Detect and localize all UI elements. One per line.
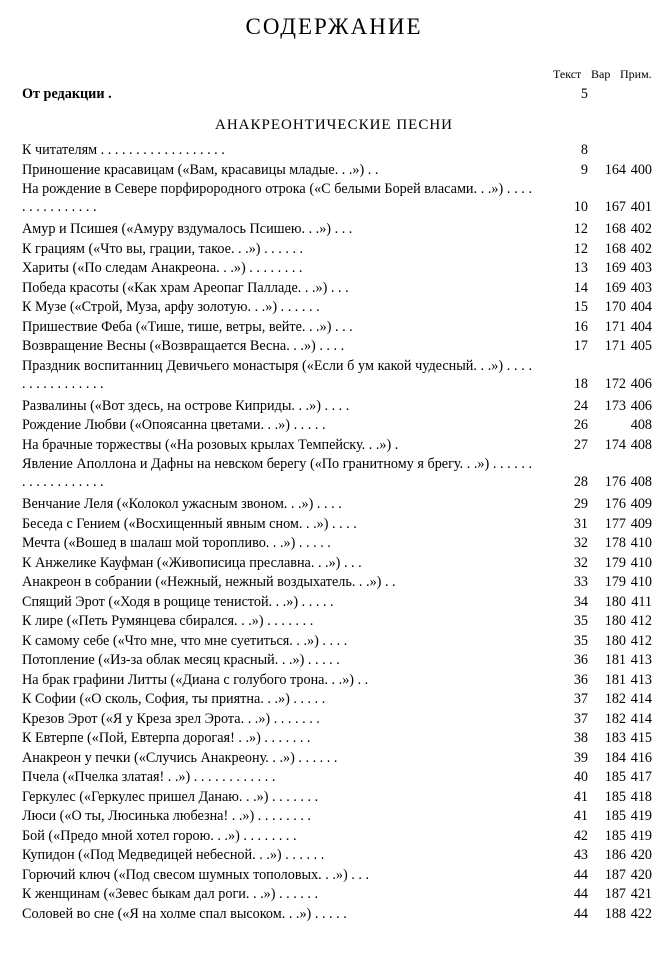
- toc-entry-prim-page: 420: [630, 866, 652, 883]
- toc-entry-text-page: 16: [573, 318, 588, 335]
- toc-entry-var-page: 182: [604, 691, 626, 707]
- toc-entry-prim-page: 415: [630, 730, 652, 746]
- toc-entry: [22, 671, 652, 689]
- toc-entry-label: Люси («О ты, Люсинька любезна! . .»): [22, 808, 255, 824]
- toc-entry: [22, 180, 652, 216]
- toc-entry-var-page: 183: [604, 730, 626, 746]
- toc-entry: [22, 827, 652, 845]
- toc-entry-var-page: 179: [604, 554, 626, 571]
- toc-entry-leader: . . .: [327, 279, 349, 296]
- toc-entry-label: Крезов Эрот («Я у Креза зрел Эрота. . .»): [22, 710, 271, 727]
- toc-entry-leader: . . . .: [315, 338, 345, 354]
- toc-entry-label: К женщинам («Зевес быкам дал роги. . .»): [22, 886, 276, 902]
- toc-entry-label: К Музе («Строй, Муза, арфу золотую. . .»): [22, 299, 278, 315]
- toc-entry-title: [22, 905, 532, 923]
- toc-entry-text-page: 44: [573, 866, 588, 883]
- toc-entry-text-page: 32: [573, 535, 588, 551]
- toc-entry-var-page: 171: [604, 338, 626, 354]
- toc-entry-prim-page: 422: [630, 905, 652, 922]
- toc-entry-title: [22, 671, 532, 689]
- toc-entry-text-page: 35: [573, 632, 588, 649]
- toc-entry-var-page: 171: [604, 318, 626, 335]
- toc-entry-text-page: 41: [573, 788, 588, 805]
- toc-entry: [22, 632, 652, 650]
- toc-entry-leader: . . . . . . . .: [254, 808, 311, 824]
- toc-entry-label: Праздник воспитанниц Девичьего монастыря («Если б ум какой чудесный. . .»): [22, 357, 504, 374]
- toc-entry: [22, 573, 652, 591]
- toc-entry-var-page: 180: [604, 593, 626, 610]
- toc-entry-prim-page: 406: [630, 375, 652, 392]
- toc-entry-text-page: 33: [573, 574, 588, 590]
- toc-entry-var-page: 185: [604, 769, 626, 785]
- toc-entry-leader: . . . . .: [289, 691, 326, 707]
- toc-entry-var-page: 181: [604, 652, 626, 668]
- toc-entry: [22, 279, 652, 297]
- toc-entry-text-page: 44: [573, 905, 588, 922]
- toc-entry-var-page: 180: [604, 613, 626, 629]
- toc-entry-title: [22, 298, 532, 316]
- toc-entry-title: [22, 885, 532, 903]
- toc-entry-var-page: 168: [604, 240, 626, 257]
- toc-entry-title: [22, 161, 532, 179]
- toc-entry-leader: . . .: [331, 221, 353, 237]
- toc-entry-text-page: 9: [580, 161, 588, 178]
- toc-entry-leader: . . . .: [320, 397, 350, 414]
- toc-entry-leader: . . . . .: [290, 417, 326, 433]
- toc-entry-text-page: 28: [573, 474, 588, 490]
- toc-entry-leader: . . . . . . . . . . . . . . .: [22, 181, 532, 215]
- toc-entry-var-page: 176: [604, 496, 626, 512]
- toc-entry-prim-page: 411: [631, 593, 652, 610]
- toc-entry-title: [22, 807, 532, 825]
- toc-entry-title: [22, 749, 532, 767]
- toc-entry-title: [22, 788, 532, 806]
- toc-entry-leader: . . . . .: [311, 905, 347, 922]
- toc-entry-label: Бой («Предо мной хотел горою. . .»): [22, 827, 240, 844]
- toc-entry-leader: . .: [381, 574, 396, 590]
- toc-entry-var-page: 170: [604, 299, 626, 315]
- toc-entry-label: К грациям («Что вы, грации, такое. . .»): [22, 240, 261, 257]
- toc-entry-leader: . . . . . . .: [260, 730, 311, 746]
- toc-entry-leader: . . . .: [328, 515, 357, 532]
- toc-entry-text-page: 35: [573, 613, 588, 629]
- toc-entry-title: [22, 729, 532, 747]
- toc-entry-title: [22, 846, 532, 864]
- toc-entry: [22, 729, 652, 747]
- toc-entry-leader: .: [391, 436, 399, 453]
- toc-entry-title: [22, 710, 532, 728]
- toc-entry-text-page: 27: [573, 436, 588, 453]
- toc-entry-title: [22, 397, 532, 415]
- toc-entry-label: К лире («Петь Румянцева сбирался. . .»): [22, 613, 264, 629]
- toc-entry-title: [22, 141, 532, 159]
- toc-entry-prim-page: 402: [630, 240, 652, 257]
- toc-entry: [22, 298, 652, 316]
- toc-entry-var-page: 185: [604, 788, 626, 805]
- toc-entry-title: [22, 220, 532, 238]
- toc-entry: [22, 495, 652, 513]
- toc-entry-leader: . . . . .: [295, 535, 331, 551]
- toc-entry-title: [22, 554, 532, 572]
- toc-entry-var-page: 182: [604, 710, 626, 727]
- toc-entry-text-page: 12: [573, 240, 588, 257]
- toc-entry-prim-page: 410: [630, 574, 652, 590]
- toc-entry-var-page: 164: [604, 161, 626, 178]
- toc-entry-label: К самому себе («Что мне, что мне суетиться. . .»): [22, 632, 319, 649]
- toc-entry: [22, 259, 652, 277]
- toc-entry-label: Мечта («Вошед в шалаш мой торопливо. . .»): [22, 535, 296, 551]
- toc-entry-leader: . . .: [347, 866, 370, 883]
- toc-entry-var-page: 177: [604, 515, 626, 532]
- toc-entry-leader: . . . . . . . .: [245, 260, 303, 276]
- toc-entry-leader: . . . .: [313, 496, 342, 512]
- toc-entry-label: К Анжелике Кауфман («Живописица преславна. . .»): [22, 554, 341, 571]
- toc-entry-text-page: 17: [573, 338, 588, 354]
- toc-entry: [22, 749, 652, 767]
- toc-entry-text-page: 31: [573, 515, 588, 532]
- toc-entry-text-page: 15: [573, 299, 588, 315]
- toc-entry-text-page: 10: [573, 199, 588, 215]
- toc-entry-prim-page: 412: [630, 613, 652, 629]
- toc-entry-label: Хариты («По следам Анакреона. . .»): [22, 260, 246, 276]
- toc-entry-text-page: 36: [573, 671, 588, 688]
- toc-entry: [22, 807, 652, 825]
- toc-entry-text-page: 13: [573, 260, 588, 276]
- toc-entry: [22, 337, 652, 355]
- toc-entry: [22, 357, 652, 393]
- toc-entry-title: [22, 240, 532, 258]
- toc-entry-text-page: 42: [573, 827, 588, 844]
- toc-entry-leader: . .: [364, 161, 379, 178]
- toc-entry-var-page: 174: [604, 436, 626, 453]
- toc-entry-text-page: 32: [573, 554, 588, 571]
- toc-entry-text-page: 38: [573, 730, 588, 746]
- column-header-var: Вар: [591, 67, 611, 81]
- toc-entry-text-page: 39: [573, 749, 588, 766]
- toc-entry-title: [22, 612, 532, 630]
- toc-entry-prim-page: 409: [630, 515, 652, 532]
- toc-entry-prim-page: 414: [630, 710, 652, 727]
- toc-entry-prim-page: 409: [630, 496, 652, 512]
- toc-entry-text-page: 26: [573, 417, 588, 433]
- toc-entry-title: [22, 455, 532, 491]
- toc-entry-leader: . . . . . .: [260, 240, 304, 257]
- toc-entry-prim-page: 404: [630, 318, 652, 335]
- toc-entry-label: Венчание Леля («Колокол ужасным звоном. . .»): [22, 496, 314, 512]
- toc-entry-prim-page: 417: [630, 769, 652, 785]
- toc-entry-prim-page: 420: [630, 847, 652, 863]
- toc-entry-prim-page: 402: [630, 221, 652, 237]
- toc-entry-label: Купидон («Под Медведицей небесной. . .»): [22, 847, 282, 863]
- toc-entry: [22, 436, 652, 454]
- toc-entry-prim-page: 419: [630, 827, 652, 844]
- toc-entry-prim-page: 413: [630, 671, 652, 688]
- toc-entry-text-page: 5: [580, 86, 588, 102]
- toc-entry: [22, 416, 652, 434]
- column-header-text: Текст: [553, 67, 582, 81]
- toc-entry-text-page: 8: [580, 142, 588, 158]
- toc-entry-prim-page: 419: [630, 808, 652, 824]
- toc-entry-title: [22, 436, 532, 454]
- toc-entry-prim-page: 410: [630, 535, 652, 551]
- toc-entry-leader: . . . . . .: [281, 847, 325, 863]
- toc-entry-label: Явление Аполлона и Дафны на невском берегу («По гранитному я брегу. . .»): [22, 456, 490, 472]
- toc-entry-leader: . . .: [340, 554, 362, 571]
- toc-entry-var-page: 184: [604, 749, 626, 766]
- toc-entry: [22, 141, 652, 159]
- toc-entry-label: Приношение красавицам («Вам, красавицы младые. . .»): [22, 161, 365, 178]
- toc-entry-label: Пчела («Пчелка златая! . .»): [22, 769, 191, 785]
- toc-entry-label: Потопление («Из-за облак месяц красный. . .»): [22, 652, 305, 668]
- toc-entry-title: [22, 416, 532, 434]
- toc-entry-var-page: 172: [604, 375, 626, 392]
- toc-entry-text-page: 40: [573, 769, 588, 785]
- toc-entry-prim-page: 401: [630, 199, 652, 215]
- toc-entry-title: [22, 690, 532, 708]
- toc-entry-label: Анакреон в собрании («Нежный, нежный воздыхатель. . .»): [22, 574, 382, 590]
- toc-entry-title: [22, 357, 532, 393]
- toc-entry-text-page: 18: [573, 375, 588, 392]
- toc-entry: [22, 397, 652, 415]
- toc-entry-text-page: 43: [573, 847, 588, 863]
- toc-entry: [22, 905, 652, 923]
- toc-entry-prim-page: 408: [630, 474, 652, 490]
- toc-entry-var-page: 173: [604, 397, 626, 414]
- toc-entry-leader: . . . . . . . .: [239, 827, 297, 844]
- toc-entry-title: [22, 495, 532, 513]
- toc-entry-title: [22, 534, 532, 552]
- section-title: АНАКРЕОНТИЧЕСКИЕ ПЕСНИ: [215, 117, 453, 133]
- toc-entry-label: Анакреон у печки («Случись Анакреону. . .»): [22, 749, 295, 766]
- toc-entry-prim-page: 412: [630, 632, 652, 649]
- toc-entry-leader: . . . . . . . . . . . .: [190, 769, 276, 785]
- toc-entry-text-page: 37: [573, 710, 588, 727]
- toc-entry-var-page: 169: [604, 260, 626, 276]
- toc-entry-title: [22, 632, 532, 650]
- toc-entry: [22, 788, 652, 806]
- toc-entry-label: Горючий ключ («Под свесом шумных тополовых. . .»): [22, 866, 348, 883]
- toc-entry-label: Беседа с Гением («Восхищенный явным сном. . .»): [22, 515, 329, 532]
- toc-entry-prim-page: 418: [630, 788, 652, 805]
- toc-entry-text-page: 44: [573, 886, 588, 902]
- toc-entry-text-page: 41: [573, 808, 588, 824]
- toc-entry-prim-page: 408: [630, 417, 652, 433]
- toc-entry-prim-page: 414: [630, 691, 652, 707]
- toc-entry-leader: . . . . . . .: [268, 788, 319, 805]
- toc-entry-label: Рождение Любви («Опоясанна цветами. . .»): [22, 417, 291, 433]
- toc-entry: [22, 240, 652, 258]
- toc-entry-prim-page: 403: [630, 279, 652, 296]
- toc-entry-label: Спящий Эрот («Ходя в рощице тенистой. . .»): [22, 593, 299, 610]
- toc-entry: [22, 710, 652, 728]
- toc-entry-label: Развалины («Вот здесь, на острове Киприды. . .»): [22, 397, 321, 414]
- column-header-prim: Прим.: [620, 67, 652, 81]
- toc-entry-label: Возвращение Весны («Возвращается Весна. . .»): [22, 338, 316, 354]
- toc-entry-label: Геркулес («Геркулес пришел Данаю. . .»): [22, 788, 269, 805]
- toc-entry-title: [22, 593, 532, 611]
- toc-entry: [22, 846, 652, 864]
- toc-entry-leader: . . . . .: [298, 593, 334, 610]
- toc-entry-leader: . . . . . .: [275, 886, 319, 902]
- page-title: СОДЕРЖАНИЕ: [245, 14, 423, 39]
- toc-entry-leader: . . . . . . . . . . . . . . . . . .: [22, 456, 533, 490]
- toc-entry-var-page: 178: [604, 535, 626, 551]
- toc-entry: [22, 318, 652, 336]
- toc-entry-prim-page: 410: [630, 554, 652, 571]
- toc-entry-text-page: 34: [573, 593, 588, 610]
- toc-entry-label: На брак графини Литты («Диана с голубого трона. . .»): [22, 671, 355, 688]
- toc-entry-title: [22, 573, 532, 591]
- toc-entry-label: На брачные торжествы («На розовых крылах Темпейску. . .»): [22, 436, 392, 453]
- toc-entry-title: [22, 768, 532, 786]
- toc-entry-label: Пришествие Феба («Тише, тише, ветры, вейте. . .»): [22, 318, 332, 335]
- toc-entry-var-page: 169: [604, 279, 626, 296]
- toc-entry-label: К Евтерпе («Пой, Евтерпа дорогая! . .»): [22, 730, 261, 746]
- toc-entry: [22, 554, 652, 572]
- toc-entry-leader: . . .: [331, 318, 353, 335]
- toc-entry-prim-page: 405: [630, 338, 652, 354]
- toc-entry-title: [22, 515, 532, 533]
- toc-entry-title: [22, 337, 532, 355]
- toc-entry: [22, 455, 652, 491]
- toc-entry-label: Победа красоты («Как храм Ареопаг Палладе. . .»): [22, 279, 328, 296]
- toc-entry-var-page: 187: [604, 866, 626, 883]
- toc-entry-text-page: 36: [573, 652, 588, 668]
- toc-entry: [22, 651, 652, 669]
- toc-entry-label: К Софии («О сколь, София, ты приятна. . .»): [22, 691, 290, 707]
- toc-entry: [22, 690, 652, 708]
- toc-entry-prim-page: 403: [630, 260, 652, 276]
- toc-entry-title: [22, 180, 532, 216]
- toc-entry-prim-page: 416: [630, 749, 652, 766]
- toc-entry-title: [22, 866, 532, 884]
- toc-entry-var-page: 180: [604, 632, 626, 649]
- toc-entry-prim-page: 421: [630, 886, 652, 902]
- toc-entry-text-page: 24: [573, 397, 588, 414]
- toc-entry-title: [22, 279, 532, 297]
- toc-entry-label: Соловей во сне («Я на холме спал высоком. . .»): [22, 905, 312, 922]
- toc-entry-var-page: 176: [604, 474, 626, 490]
- toc-entry-leader: . . . . . .: [294, 749, 338, 766]
- toc-entry: [22, 161, 652, 179]
- toc-entry-text-page: 37: [573, 691, 588, 707]
- toc-entry-text-page: 12: [573, 221, 588, 237]
- toc-entry-title: [22, 651, 532, 669]
- toc-entry-label: Амур и Псишея («Амуру вздумалось Псишею. . .»): [22, 221, 332, 237]
- toc-entry-label: К читателям: [22, 142, 98, 158]
- toc-entry-leader: . . . . . . . . . . . . . . . . . .: [97, 142, 225, 158]
- toc-entry-leader: . . . . . .: [277, 299, 320, 315]
- toc-entry-prim-page: 400: [630, 161, 652, 178]
- toc-entry-var-page: 187: [604, 886, 626, 902]
- toc-entry-prim-page: 408: [630, 436, 652, 453]
- toc-entry-label: На рождение в Севере порфирородного отрока («С белыми Борей власами. . .»): [22, 181, 504, 197]
- toc-entry-text-page: 14: [573, 279, 588, 296]
- toc-entry: [22, 593, 652, 611]
- toc-entry-var-page: 179: [604, 574, 626, 590]
- toc-entry-title: [22, 318, 532, 336]
- toc-entry-leader: . . . . .: [304, 652, 340, 668]
- toc-entry-var-page: 167: [604, 199, 626, 215]
- toc-entry: [22, 220, 652, 238]
- toc-entry-leader: . . . . . . .: [270, 710, 320, 727]
- toc-entry-var-page: 188: [604, 905, 626, 922]
- toc-entry-title: От редакции .: [22, 86, 112, 102]
- toc-entry-prim-page: 406: [630, 397, 652, 414]
- toc-entry-leader: . .: [354, 671, 369, 688]
- toc-entry: [22, 612, 652, 630]
- toc-entry-leader: . . . . . . . . . . . . . . . .: [22, 357, 533, 392]
- toc-entry: [22, 515, 652, 533]
- toc-entry-var-page: 185: [604, 827, 626, 844]
- toc-entry-text-page: 29: [573, 496, 588, 512]
- toc-entry: [22, 866, 652, 884]
- toc-entry-var-page: 186: [604, 847, 626, 863]
- toc-entry-leader: . . . .: [318, 632, 348, 649]
- toc-entry-title: [22, 827, 532, 845]
- toc-entry-var-page: 181: [604, 671, 626, 688]
- toc-entry: [22, 885, 652, 903]
- toc-entry-prim-page: 404: [630, 299, 652, 315]
- toc-entry-prim-page: 413: [630, 652, 652, 668]
- toc-entry-leader: . . . . . . .: [263, 613, 314, 629]
- toc-entry: [22, 768, 652, 786]
- toc-entry-var-page: 185: [604, 808, 626, 824]
- toc-entry-title: [22, 259, 532, 277]
- toc-entry-var-page: 168: [604, 221, 626, 237]
- toc-entry: [22, 534, 652, 552]
